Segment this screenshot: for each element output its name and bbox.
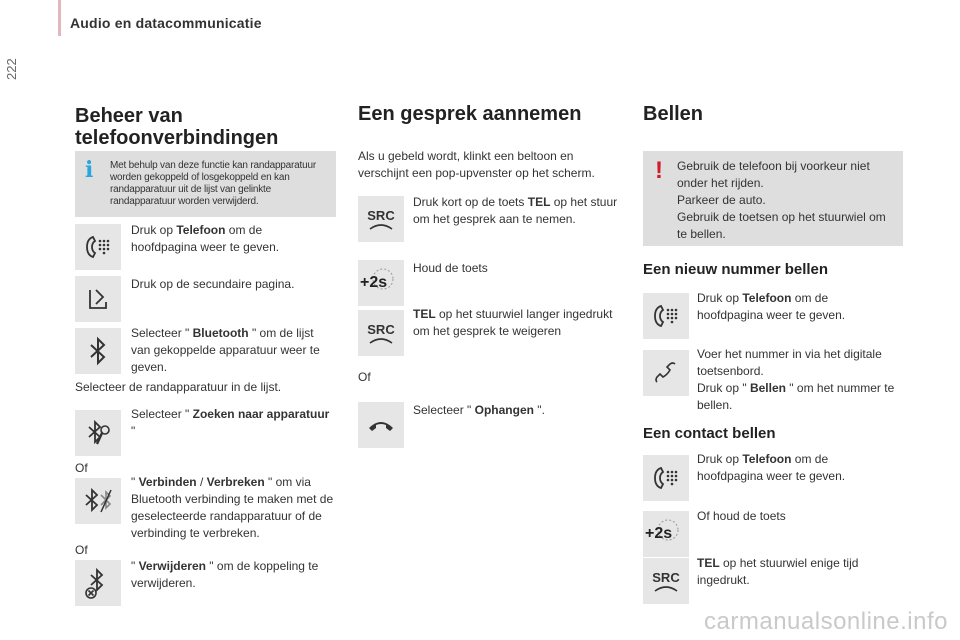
col3-s1-step1-post: om de hoofdpagina weer te geven. xyxy=(697,291,846,322)
col1-or1: Of xyxy=(75,461,88,475)
warning-icon: ! xyxy=(655,157,663,184)
col2-step3 xyxy=(413,306,623,340)
col1-step7-pre: " xyxy=(131,559,139,573)
col1-step2: Druk op de secundaire pagina. xyxy=(131,277,295,291)
dial-icon-tile xyxy=(643,350,689,396)
src-button-tile-3 xyxy=(643,558,689,604)
section-header: Audio en datacommunicatie xyxy=(70,15,262,31)
col3-s2-step1 xyxy=(697,451,897,485)
handset-icon xyxy=(368,337,394,345)
col2-step4-bold: Ophangen xyxy=(474,403,534,417)
page-number: 222 xyxy=(4,58,19,80)
col2-step1-post: op het stuur om het gesprek aan te nemen. xyxy=(413,195,618,226)
col1-step3-bold: Bluetooth xyxy=(192,326,249,340)
src-label-1: SRC xyxy=(367,207,395,223)
col2-step1-bold: TEL xyxy=(527,195,551,209)
src-label-3: SRC xyxy=(652,569,680,585)
delete-icon-tile xyxy=(75,560,121,606)
col3-s1-step1-bold: Telefoon xyxy=(742,291,792,305)
col3-s1-step2-line1: Voer het nummer in via het digitale toetsenbord. xyxy=(697,347,882,378)
col2-step4-post: ". xyxy=(533,403,545,417)
src-label-2: SRC xyxy=(367,321,395,337)
col1-or2: Of xyxy=(75,543,88,557)
col1-step3 xyxy=(131,325,331,376)
col1-title-line2: telefoonverbindingen xyxy=(75,127,279,149)
plus2s-label-2: +2s xyxy=(645,525,673,542)
col3-title: Bellen xyxy=(643,103,704,125)
col1-step4: Selecteer de randapparatuur in de lijst. xyxy=(75,380,282,394)
col1-step5 xyxy=(131,406,331,440)
warning-line3: Gebruik de toetsen op het stuurwiel om te bellen. xyxy=(677,210,886,241)
col2-step4 xyxy=(413,402,618,419)
hangup-icon xyxy=(367,418,395,432)
col1-step7-post: " om de koppeling te verwijderen. xyxy=(131,559,319,590)
info-note-text: Met behulp van deze functie kan randapparatuur worden gekoppeld of losgekoppeld en kan randapparatuur uit de lijst van gelinkte randapparatuur worden verwijderd. xyxy=(110,160,316,207)
watermark: carmanualsonline.info xyxy=(704,608,948,635)
col1-step6-pre: " xyxy=(131,475,139,489)
col1-step5-bold: Zoeken naar apparatuur xyxy=(192,407,330,421)
col1-step3-pre: Selecteer " xyxy=(131,326,193,340)
col3-subtitle1: Een nieuw nummer bellen xyxy=(643,261,829,278)
col3-s2-step3-post: op het stuurwiel enige tijd ingedrukt. xyxy=(697,556,859,587)
secondary-page-icon xyxy=(85,286,111,312)
warning-line2: Parkeer de auto. xyxy=(677,193,766,207)
handset-dial-icon xyxy=(652,359,680,387)
phone-icon-tile xyxy=(75,224,121,270)
col2-step1 xyxy=(413,194,618,228)
warning-text xyxy=(677,158,897,243)
col3-s2-step3-bold: TEL xyxy=(697,556,720,570)
info-note-box xyxy=(75,151,336,217)
col1-step6-mid: / xyxy=(196,475,207,489)
phone-keypad-icon xyxy=(83,232,113,262)
col1-step7-bold: Verwijderen xyxy=(138,559,206,573)
bluetooth-icon-tile xyxy=(75,328,121,374)
col2-step2: Houd de toets xyxy=(413,261,488,275)
col1-step3-post: " om de lijst van gekoppelde apparatuur weer te geven. xyxy=(131,326,320,374)
col3-s2-step1-post: om de hoofdpagina weer te geven. xyxy=(697,452,846,483)
src-button-tile-1 xyxy=(358,196,404,242)
bluetooth-icon xyxy=(86,336,110,366)
warning-box xyxy=(643,151,903,246)
connect-icon-tile xyxy=(75,478,121,524)
col3-s2-step1-pre: Druk op xyxy=(697,452,743,466)
col1-title-line1: Beheer van xyxy=(75,105,183,127)
header-accent-line xyxy=(58,0,61,36)
col3-s1-step2-pre: Druk op " xyxy=(697,381,750,395)
col1-step5-pre: Selecteer " xyxy=(131,407,193,421)
col1-step1-pre: Druk op xyxy=(131,223,177,237)
plus2s-tile-2 xyxy=(643,511,689,557)
col1-step6-bold1: Verbinden xyxy=(138,475,197,489)
col1-step1 xyxy=(131,222,331,256)
secondary-page-icon-tile xyxy=(75,276,121,322)
col2-step1-pre: Druk kort op de toets xyxy=(413,195,528,209)
bluetooth-delete-icon xyxy=(83,566,113,600)
col3-s2-step3 xyxy=(697,555,897,589)
col1-step6-bold2: Verbreken xyxy=(206,475,265,489)
col3-s2-step2: Of houd de toets xyxy=(697,509,786,523)
phone-icon-tile-2 xyxy=(643,293,689,339)
col2-step4-pre: Selecteer " xyxy=(413,403,475,417)
bluetooth-connect-icon xyxy=(81,486,115,516)
col2-or: Of xyxy=(358,370,371,384)
col3-s1-step2 xyxy=(697,346,897,414)
col3-s1-step1 xyxy=(697,290,897,324)
handset-icon xyxy=(368,223,394,231)
col1-step1-post: om de hoofdpagina weer te geven. xyxy=(131,223,280,254)
phone-keypad-icon xyxy=(651,463,681,493)
col3-s2-step1-bold: Telefoon xyxy=(742,452,792,466)
src-button-tile-2 xyxy=(358,310,404,356)
col3-s1-step2-post: " om het nummer te bellen. xyxy=(697,381,895,412)
phone-keypad-icon xyxy=(651,301,681,331)
plus2s-tile-1 xyxy=(358,260,404,306)
warning-line1: Gebruik de telefoon bij voorkeur niet onder het rijden. xyxy=(677,159,870,190)
col2-intro: Als u gebeld wordt, klinkt een beltoon en verschijnt een pop-upvenster op het scherm. xyxy=(358,149,595,180)
col1-title xyxy=(75,105,278,149)
col1-step6-post: " om via Bluetooth verbinding te maken met de geselecteerde randapparatuur of de verbinding te verbreken. xyxy=(131,475,334,540)
bluetooth-search-icon xyxy=(83,418,113,448)
col2-title: Een gesprek aannemen xyxy=(358,103,582,125)
col2-step3-bold: TEL xyxy=(413,307,436,321)
phone-icon-tile-3 xyxy=(643,455,689,501)
hangup-icon-tile xyxy=(358,402,404,448)
col3-s1-step2-line2 xyxy=(697,380,897,414)
col2-step3-post: op het stuurwiel langer ingedrukt om het gesprek te weigeren xyxy=(413,307,613,338)
search-device-icon-tile xyxy=(75,410,121,456)
plus2s-label-1: +2s xyxy=(360,274,388,291)
handset-icon xyxy=(653,585,679,593)
col3-subtitle2: Een contact bellen xyxy=(643,425,776,442)
col3-s1-step1-pre: Druk op xyxy=(697,291,743,305)
col1-step6 xyxy=(131,474,336,542)
col3-s1-step2-bold: Bellen xyxy=(749,381,786,395)
info-icon: i xyxy=(85,157,94,183)
col1-step5-post: " xyxy=(131,424,136,438)
col1-step1-bold: Telefoon xyxy=(176,223,226,237)
col1-step7 xyxy=(131,558,336,592)
